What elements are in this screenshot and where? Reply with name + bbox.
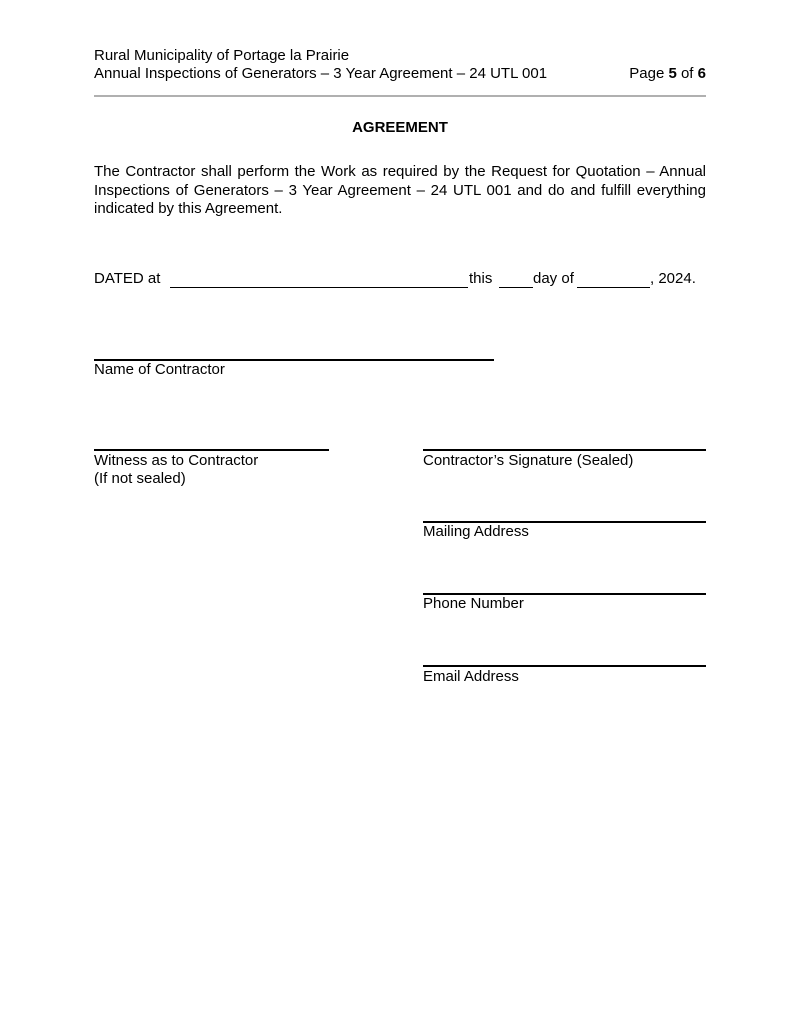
witness-label: Witness as to Contractor: [94, 452, 259, 469]
paragraph-line: The Contractor shall perform the Work as required by the Request for Quotation – Annual: [94, 163, 706, 180]
page-current: 5: [668, 65, 677, 82]
dated-day-field[interactable]: [499, 287, 533, 288]
contractor-signature-label: Contractor’s Signature (Sealed): [423, 452, 634, 469]
witness-note: (If not sealed): [94, 470, 186, 487]
header-organization: Rural Municipality of Portage la Prairie: [94, 47, 350, 64]
dated-this-label: this: [469, 270, 493, 287]
paragraph-line: indicated by this Agreement.: [94, 200, 283, 217]
paragraph-line: Inspections of Generators – 3 Year Agreement – 24 UTL 001 and do and fulfill everything: [94, 181, 706, 199]
phone-number-label: Phone Number: [423, 595, 524, 612]
page-total: 6: [697, 65, 706, 82]
mailing-address-label: Mailing Address: [423, 523, 529, 540]
name-of-contractor-label: Name of Contractor: [94, 361, 225, 378]
page-prefix: Page: [629, 65, 669, 82]
witness-line[interactable]: [94, 449, 329, 451]
dated-row: [94, 270, 706, 290]
dated-prefix: DATED at: [94, 270, 161, 287]
page-number: [629, 65, 706, 83]
header-document-title: Annual Inspections of Generators – 3 Year Agreement – 24 UTL 001: [94, 65, 548, 82]
page-separator: of: [676, 65, 698, 82]
header-divider: [94, 95, 706, 97]
dated-month-field[interactable]: [577, 287, 650, 288]
agreement-paragraph: [94, 163, 706, 219]
agreement-heading: AGREEMENT: [352, 119, 448, 136]
contractor-signature-line[interactable]: [423, 449, 706, 451]
dated-year-suffix: , 2024.: [650, 270, 696, 287]
email-address-line[interactable]: [423, 665, 706, 667]
dated-day-of-label: day of: [533, 270, 574, 287]
email-address-label: Email Address: [423, 668, 519, 685]
dated-location-field[interactable]: [170, 287, 468, 288]
